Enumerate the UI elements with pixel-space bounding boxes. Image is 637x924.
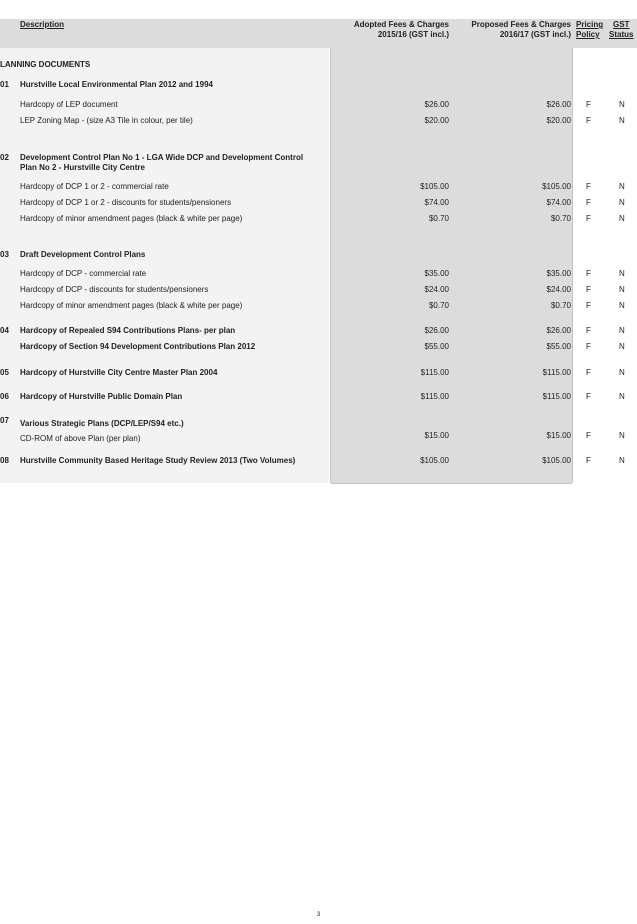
proposed-fee: $26.00: [546, 100, 571, 109]
item-description: Hardcopy of Hurstville Public Domain Plan: [20, 392, 183, 401]
item-description: Hardcopy of Section 94 Development Contributions Plan 2012: [20, 342, 256, 351]
item-code: 01: [0, 80, 9, 89]
adopted-fees-header: Adopted Fees & Charges 2015/16 (GST incl.): [353, 20, 449, 39]
table-row: [0, 341, 637, 353]
adopted-fee: $115.00: [420, 392, 449, 401]
pricing-policy: F: [586, 100, 591, 109]
item-description: Hardcopy of DCP - discounts for students/pensioners: [20, 285, 209, 294]
page-number: 3: [316, 912, 321, 918]
item-description: Development Control Plan No 1 - LGA Wide DCP and Development Control: [20, 153, 304, 162]
adopted-fee: $0.70: [428, 214, 449, 223]
item-description: Hardcopy of minor amendment pages (black & white per page): [20, 214, 243, 223]
proposed-fee: $35.00: [546, 269, 571, 278]
item-description: Hardcopy of LEP document: [20, 100, 118, 109]
table-row: [0, 433, 637, 445]
item-code: 05: [0, 368, 9, 377]
pricing-policy: F: [586, 342, 591, 351]
pricing-policy: F: [586, 285, 591, 294]
table-row: [0, 99, 637, 111]
proposed-fee: $15.00: [546, 431, 571, 440]
adopted-fee: $105.00: [420, 182, 449, 191]
gst-status: N: [619, 116, 625, 125]
table-row: [0, 300, 637, 312]
item-description: Hardcopy of DCP - commercial rate: [20, 269, 147, 278]
item-description: Various Strategic Plans (DCP/LEP/S94 etc.): [20, 419, 184, 428]
table-row: [0, 197, 637, 209]
table-row: [0, 367, 637, 379]
proposed-fee: $0.70: [550, 214, 571, 223]
table-row: [0, 162, 637, 174]
item-description: Hurstville Community Based Heritage Study Review 2013 (Two Volumes): [20, 456, 296, 465]
item-description: LEP Zoning Map - (size A3 Tile in colour, per tile): [20, 116, 193, 125]
table-bottom-rule: [331, 483, 572, 484]
item-code: 07: [0, 416, 9, 425]
pricing-policy: F: [586, 214, 591, 223]
item-code: 04: [0, 326, 9, 335]
pricing-policy: F: [586, 456, 591, 465]
gst-status: N: [619, 182, 625, 191]
pricing-policy: F: [586, 326, 591, 335]
adopted-fee: $74.00: [424, 198, 449, 207]
description-header: Description: [20, 20, 65, 29]
item-description: Hardcopy of DCP 1 or 2 - discounts for students/pensioners: [20, 198, 232, 207]
pricing-policy: F: [586, 368, 591, 377]
gst-status: N: [619, 100, 625, 109]
item-description: Hardcopy of DCP 1 or 2 - commercial rate: [20, 182, 169, 191]
item-code: 06: [0, 392, 9, 401]
item-code: 02: [0, 153, 9, 162]
adopted-fee: $26.00: [424, 326, 449, 335]
pricing-policy: F: [586, 431, 591, 440]
adopted-fee: $20.00: [424, 116, 449, 125]
item-description: Hardcopy of minor amendment pages (black & white per page): [20, 301, 243, 310]
table-row: [0, 455, 637, 467]
section-title: LANNING DOCUMENTS: [0, 60, 91, 69]
gst-status: N: [619, 326, 625, 335]
table-row: [0, 284, 637, 296]
proposed-fee: $105.00: [542, 456, 571, 465]
table-row: [0, 213, 637, 225]
table-row: [0, 79, 637, 91]
pricing-policy: F: [586, 116, 591, 125]
item-description: Hardcopy of Hurstville City Centre Master Plan 2004: [20, 368, 218, 377]
gst-status: N: [619, 198, 625, 207]
pricing-policy: F: [586, 182, 591, 191]
table-row: [0, 391, 637, 403]
table-row: [0, 249, 637, 261]
adopted-fee: $24.00: [424, 285, 449, 294]
proposed-fee: $55.00: [546, 342, 571, 351]
gst-status: N: [619, 392, 625, 401]
adopted-fee: $105.00: [420, 456, 449, 465]
table-row: [0, 115, 637, 127]
table-row: [0, 268, 637, 280]
adopted-fee: $26.00: [424, 100, 449, 109]
gst-status: N: [619, 431, 625, 440]
proposed-fee: $74.00: [546, 198, 571, 207]
pricing-policy: F: [586, 198, 591, 207]
proposed-fee: $24.00: [546, 285, 571, 294]
gst-status: N: [619, 269, 625, 278]
proposed-fees-header: Proposed Fees & Charges 2016/17 (GST incl.): [471, 20, 571, 39]
adopted-fee: $35.00: [424, 269, 449, 278]
proposed-fee: $26.00: [546, 326, 571, 335]
table-row: [0, 181, 637, 193]
table-header: [0, 19, 637, 48]
item-code: 08: [0, 456, 9, 465]
proposed-fee: $105.00: [542, 182, 571, 191]
item-description: CD-ROM of above Plan (per plan): [20, 434, 141, 443]
proposed-fee: $0.70: [550, 301, 571, 310]
pricing-policy: F: [586, 269, 591, 278]
item-description: Plan No 2 - Hurstville City Centre: [20, 163, 145, 172]
item-code: 03: [0, 250, 9, 259]
adopted-fee: $0.70: [428, 301, 449, 310]
proposed-fee: $115.00: [542, 368, 571, 377]
gst-status: N: [619, 342, 625, 351]
gst-status: N: [619, 285, 625, 294]
gst-status: N: [619, 301, 625, 310]
gst-status: N: [619, 214, 625, 223]
proposed-fee: $20.00: [546, 116, 571, 125]
gst-status: N: [619, 368, 625, 377]
item-description: Hurstville Local Environmental Plan 2012 and 1994: [20, 80, 213, 89]
gst-status: N: [619, 456, 625, 465]
adopted-fee: $55.00: [424, 342, 449, 351]
proposed-fee: $115.00: [542, 392, 571, 401]
pricing-policy: F: [586, 301, 591, 310]
pricing-policy-header: Pricing Policy: [576, 20, 604, 39]
adopted-fee: $115.00: [420, 368, 449, 377]
item-description: Draft Development Control Plans: [20, 250, 146, 259]
pricing-policy: F: [586, 392, 591, 401]
gst-status-header: GST Status: [609, 20, 634, 39]
table-row: [0, 325, 637, 337]
item-description: Hardcopy of Repealed S94 Contributions Plans- per plan: [20, 326, 236, 335]
table-row: [0, 418, 637, 430]
adopted-fee: $15.00: [424, 431, 449, 440]
